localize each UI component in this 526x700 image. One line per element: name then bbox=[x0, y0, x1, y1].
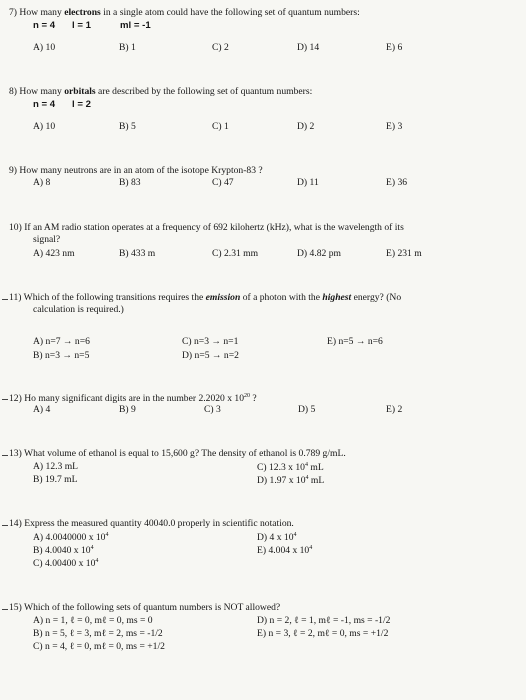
option-text: A) 4.0040000 x 10 bbox=[33, 532, 106, 544]
exponent: 4 bbox=[293, 532, 297, 538]
question-12 bbox=[9, 393, 257, 404]
question-text: Which of the following sets of quantum numbers is NOT allowed? bbox=[24, 602, 281, 613]
option-text: C) 4.00400 x 10 bbox=[33, 558, 96, 570]
option-c[interactable]: C) 3 bbox=[204, 404, 221, 415]
option-b[interactable]: B) 19.7 mL bbox=[33, 474, 78, 485]
option-d[interactable]: D) n=5 → n=2 bbox=[182, 350, 239, 361]
quantum-ml: ml = -1 bbox=[120, 20, 151, 31]
option-text: E) 4.004 x 10 bbox=[257, 545, 310, 557]
question-mark: ? bbox=[250, 393, 257, 405]
option-a[interactable]: A) 8 bbox=[33, 177, 51, 188]
answer-blank bbox=[2, 399, 8, 400]
question-7 bbox=[9, 8, 360, 18]
question-number: 15) bbox=[9, 602, 22, 613]
unit: mL bbox=[307, 462, 324, 474]
option-a[interactable] bbox=[33, 532, 108, 543]
question-text: How many bbox=[19, 86, 62, 97]
question-11 bbox=[9, 293, 401, 303]
option-c[interactable]: C) 1 bbox=[212, 121, 229, 132]
question-number: 13) bbox=[9, 448, 22, 459]
question-text: What volume of ethanol is equal to 15,600 g? The density of ethanol is 0.789 g/mL. bbox=[24, 448, 346, 459]
question-text: Which of the following transitions requires the bbox=[23, 292, 204, 303]
option-a[interactable]: A) n=7 → n=6 bbox=[33, 336, 90, 347]
question-number: 11) bbox=[9, 292, 22, 303]
question-keyword: electrons bbox=[64, 7, 101, 18]
option-d[interactable] bbox=[257, 532, 297, 543]
option-a[interactable]: A) n = 1, ℓ = 0, mℓ = 0, ms = 0 bbox=[33, 615, 153, 626]
question-keyword: emission bbox=[205, 292, 241, 303]
question-number: 7) bbox=[9, 7, 17, 18]
option-b[interactable]: B) n=3 → n=5 bbox=[33, 350, 90, 361]
option-a[interactable]: A) 10 bbox=[33, 42, 56, 53]
option-c[interactable] bbox=[33, 558, 98, 569]
option-b[interactable]: B) 9 bbox=[119, 404, 136, 415]
question-text: How many neutrons are in an atom of the isotope Krypton-83 ? bbox=[19, 165, 263, 176]
option-b[interactable] bbox=[33, 545, 94, 556]
option-d[interactable]: D) n = 2, ℓ = 1, mℓ = -1, ms = -1/2 bbox=[257, 615, 391, 626]
option-e[interactable]: E) n=5 → n=6 bbox=[327, 336, 383, 347]
question-10 bbox=[9, 223, 404, 233]
question-number: 10) bbox=[9, 222, 22, 233]
option-e[interactable]: E) 6 bbox=[386, 42, 403, 53]
quantum-n: n = 4 bbox=[33, 99, 56, 110]
unit: mL bbox=[308, 475, 325, 487]
quantum-l: l = 2 bbox=[72, 99, 91, 110]
option-a[interactable]: A) 12.3 mL bbox=[33, 461, 79, 472]
question-14 bbox=[9, 519, 294, 529]
option-e[interactable]: E) 36 bbox=[386, 177, 408, 188]
option-e[interactable]: E) 3 bbox=[386, 121, 403, 132]
quantum-n: n = 4 bbox=[33, 20, 56, 31]
exponent: 4 bbox=[105, 532, 109, 538]
question-15 bbox=[9, 603, 280, 613]
question-13 bbox=[9, 449, 346, 459]
option-d[interactable]: D) 2 bbox=[297, 121, 315, 132]
option-b[interactable]: B) 1 bbox=[119, 42, 136, 53]
answer-blank bbox=[2, 525, 8, 526]
option-c[interactable]: C) 47 bbox=[212, 177, 234, 188]
option-text: B) 4.0040 x 10 bbox=[33, 545, 91, 557]
question-number: 8) bbox=[9, 86, 17, 97]
question-text-end: energy? (No bbox=[353, 292, 402, 303]
question-text-line2: calculation is required.) bbox=[33, 304, 124, 315]
exponent: 4 bbox=[90, 545, 94, 551]
option-e[interactable]: E) n = 3, ℓ = 2, mℓ = 0, ms = +1/2 bbox=[257, 628, 389, 639]
option-e[interactable]: E) 2 bbox=[386, 404, 403, 415]
question-number: 12) bbox=[9, 393, 22, 405]
question-text: If an AM radio station operates at a frequency of 692 kilohertz (kHz), what is the wavelength of its bbox=[24, 222, 404, 233]
quantum-l: l = 1 bbox=[72, 20, 91, 31]
question-text-line2: signal? bbox=[33, 234, 61, 245]
answer-blank bbox=[2, 609, 8, 610]
option-c[interactable] bbox=[257, 462, 324, 473]
option-d[interactable]: D) 11 bbox=[297, 177, 319, 188]
question-text-mid: of a photon with the bbox=[242, 292, 320, 303]
option-d[interactable]: D) 14 bbox=[297, 42, 320, 53]
question-8 bbox=[9, 87, 312, 97]
question-number: 9) bbox=[9, 165, 17, 176]
question-text-end: in a single atom could have the following set of quantum numbers: bbox=[103, 7, 360, 18]
exponent: 4 bbox=[95, 558, 99, 564]
option-c[interactable]: C) n=3 → n=1 bbox=[182, 336, 239, 347]
question-text: Express the measured quantity 40040.0 properly in scientific notation. bbox=[24, 518, 294, 529]
option-c[interactable]: C) n = 4, ℓ = 0, mℓ = 0, ms = +1/2 bbox=[33, 641, 165, 652]
option-d[interactable] bbox=[257, 475, 324, 486]
exponent: 20 bbox=[244, 393, 251, 399]
option-a[interactable]: A) 423 nm bbox=[33, 248, 75, 259]
exponent: 4 bbox=[304, 462, 308, 468]
question-text-end: are described by the following set of quantum numbers: bbox=[98, 86, 313, 97]
option-text: D) 1.97 x 10 bbox=[257, 475, 306, 487]
option-text: C) 12.3 x 10 bbox=[257, 462, 305, 474]
question-text: Ho many significant digits are in the number 2.2020 x 10 bbox=[24, 393, 245, 405]
option-c[interactable]: C) 2.31 mm bbox=[212, 248, 259, 259]
option-e[interactable] bbox=[257, 545, 312, 556]
option-d[interactable]: D) 5 bbox=[298, 404, 316, 415]
option-a[interactable]: A) 10 bbox=[33, 121, 56, 132]
option-c[interactable]: C) 2 bbox=[212, 42, 229, 53]
option-d[interactable]: D) 4.82 pm bbox=[297, 248, 341, 259]
question-9 bbox=[9, 166, 263, 176]
option-b[interactable]: B) 83 bbox=[119, 177, 141, 188]
option-b[interactable]: B) 5 bbox=[119, 121, 136, 132]
option-a[interactable]: A) 4 bbox=[33, 404, 51, 415]
option-b[interactable]: B) 433 m bbox=[119, 248, 156, 259]
answer-blank bbox=[2, 299, 8, 300]
question-number: 14) bbox=[9, 518, 22, 529]
option-text: D) 4 x 10 bbox=[257, 532, 294, 544]
question-keyword: orbitals bbox=[64, 86, 96, 97]
answer-blank bbox=[2, 455, 8, 456]
exponent: 4 bbox=[309, 545, 313, 551]
exponent: 4 bbox=[305, 475, 309, 481]
option-b[interactable]: B) n = 5, ℓ = 3, mℓ = 2, ms = -1/2 bbox=[33, 628, 163, 639]
option-e[interactable]: E) 231 m bbox=[386, 248, 422, 259]
question-text: How many bbox=[19, 7, 62, 18]
question-keyword: highest bbox=[322, 292, 352, 303]
